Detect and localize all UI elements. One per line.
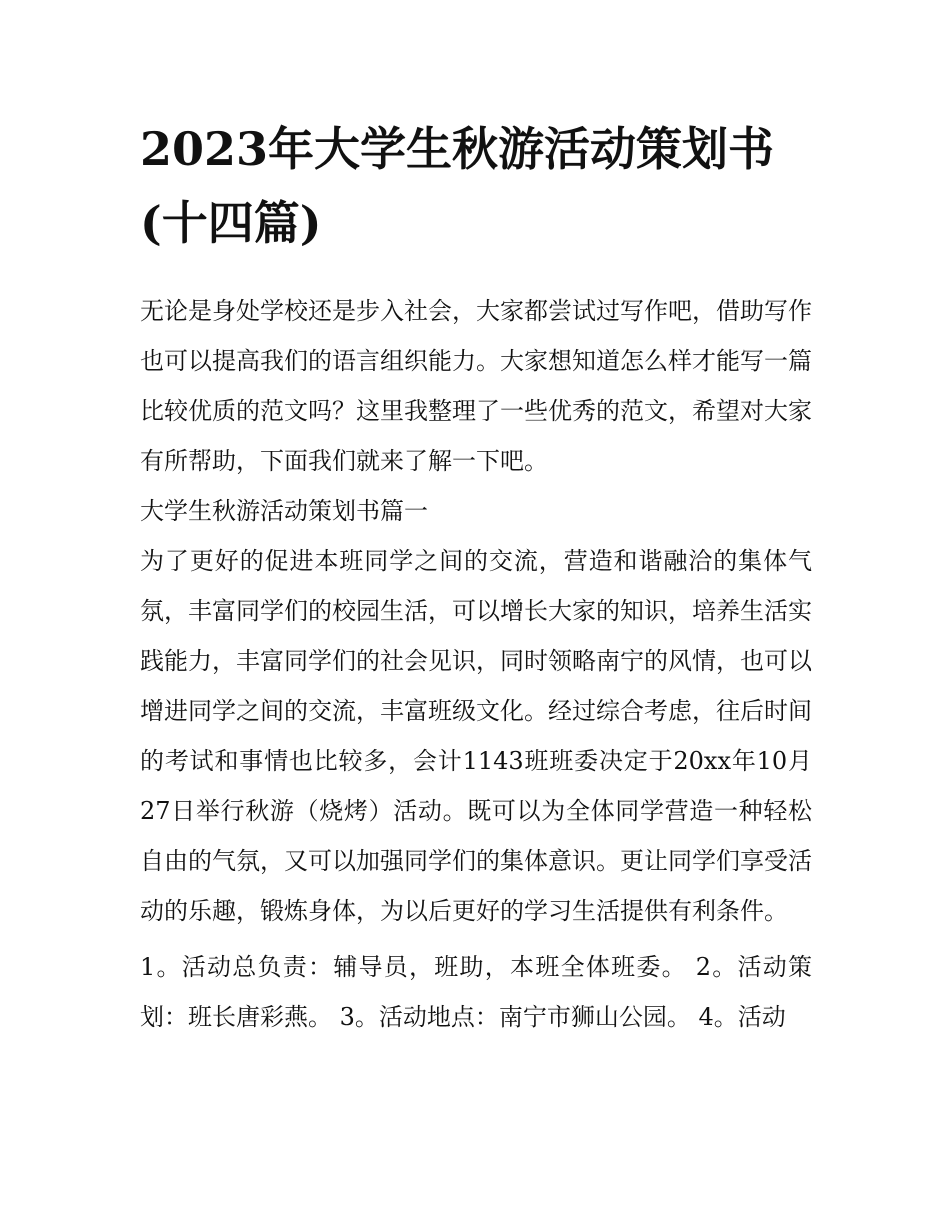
intro-paragraph: 无论是身处学校还是步入社会，大家都尝试过写作吧，借助写作也可以提高我们的语言组织能力。大家想知道怎么样才能写一篇比较优质的范文吗？这里我整理了一些优秀的范文，希望对大家有所帮助，下面我们就来了解一下吧。 [140,297,812,475]
section-body-paragraph: 为了更好的促进本班同学之间的交流，营造和谐融洽的集体气氛，丰富同学们的校园生活，可以增长大家的知识，培养生活实践能力，丰富同学们的社会见识，同时领略南宁的风情，也可以增进同学之间的交流，丰富班级文化。经过综合考虑，往后时间的考试和事情也比较多，会计1143班班委决定于20xx年10月27日举行秋游（烧烤）活动。既可以为全体同学营造一种轻松自由的气氛，又可以加强同学们的集体意识。更让同学们享受活动的乐趣，锻炼身体，为以后更好的学习生活提供有利条件。 [140,547,812,925]
document-page [140,112,812,1042]
document-title: 2023年大学生秋游活动策划书(十四篇) [140,122,775,250]
activity-list-paragraph: 1。活动总负责：辅导员，班助，本班全体班委。 2。活动策划：班长唐彩燕。 3。活动地点：南宁市狮山公园。 4。活动 [140,953,812,1031]
section-heading: 大学生秋游活动策划书篇一 [140,497,428,525]
